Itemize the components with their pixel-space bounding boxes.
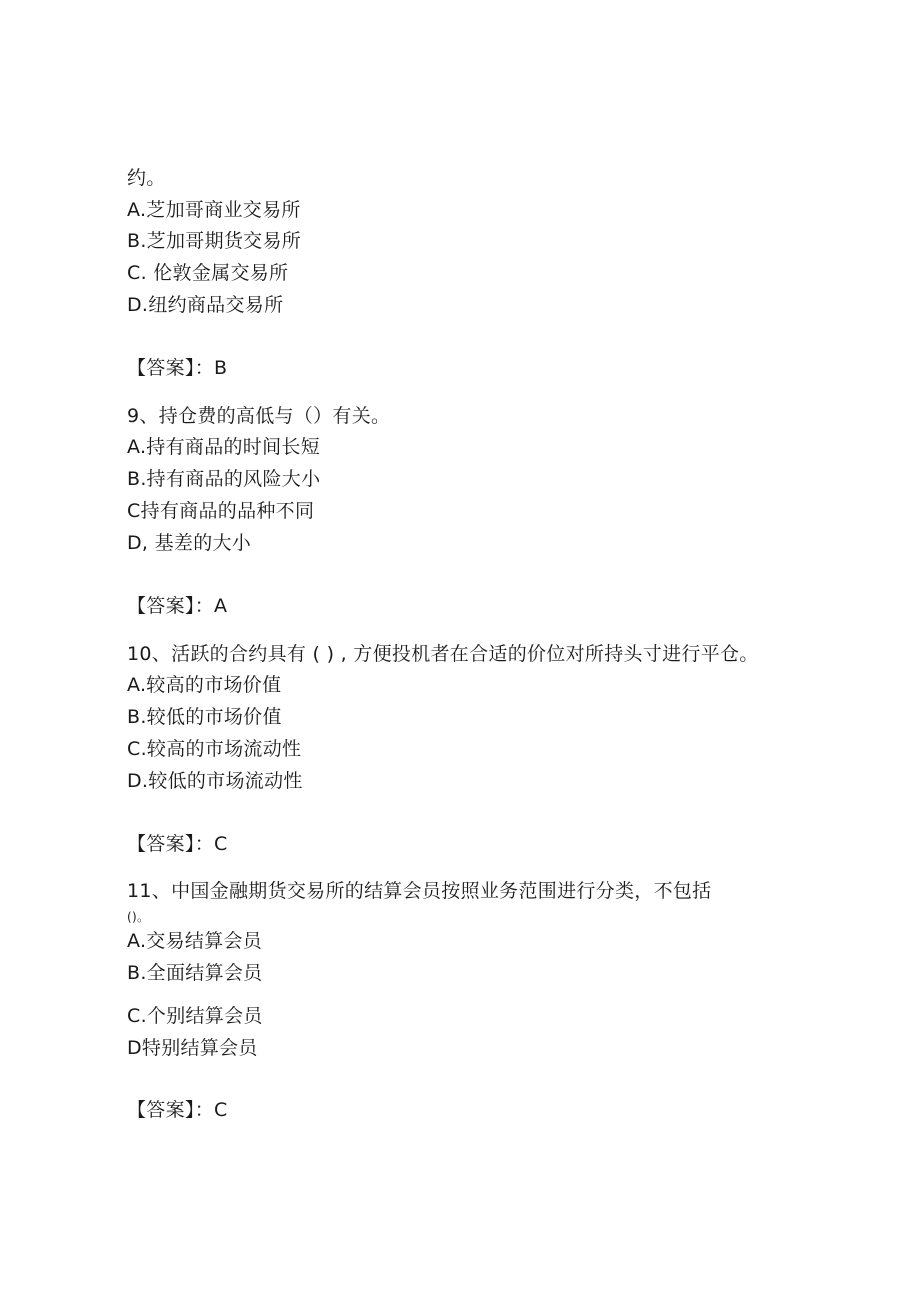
question-11-option-d: D特别结算会员 <box>127 1037 258 1059</box>
question-9-stem: 9、持仓费的高低与（）有关。 <box>127 405 391 427</box>
question-8-option-b: B.芝加哥期货交易所 <box>127 230 302 252</box>
question-11-stem-tail: ()。 <box>127 910 150 924</box>
question-9-option-c: C持有商品的品种不同 <box>127 500 315 522</box>
question-10-answer: 【答案】：C <box>127 833 228 855</box>
question-10-option-d: D.较低的市场流动性 <box>127 770 303 792</box>
question-8-answer: 【答案】：B <box>127 357 228 379</box>
question-9-option-d: D, 基差的大小 <box>127 532 252 554</box>
question-8-stem-tail: 约。 <box>127 167 166 189</box>
question-10-option-b: B.较低的市场价值 <box>127 706 282 728</box>
question-11-stem: 11、中国金融期货交易所的结算会员按照业务范围进行分类，不包括 <box>127 880 712 902</box>
question-8-option-a: A.芝加哥商业交易所 <box>127 199 301 221</box>
question-10-option-c: C.较高的市场流动性 <box>127 738 302 760</box>
question-8-option-d: D.纽约商品交易所 <box>127 294 284 316</box>
question-11-option-a: A.交易结算会员 <box>127 930 263 952</box>
question-9-option-a: A.持有商品的时间长短 <box>127 436 321 458</box>
question-9-answer: 【答案】：A <box>127 595 228 617</box>
question-10-option-a: A.较高的市场价值 <box>127 674 282 696</box>
question-9-option-b: B.持有商品的风险大小 <box>127 468 321 490</box>
question-11-option-c: C.个别结算会员 <box>127 1005 263 1027</box>
question-8-option-c: C. 伦敦金属交易所 <box>127 262 289 284</box>
question-11-answer: 【答案】：C <box>127 1099 228 1121</box>
question-11-option-b: B.全面结算会员 <box>127 962 263 984</box>
question-10-stem: 10、活跃的合约具有 ( ) , 方便投机者在合适的价位对所持头寸进行平仓。 <box>127 643 759 665</box>
